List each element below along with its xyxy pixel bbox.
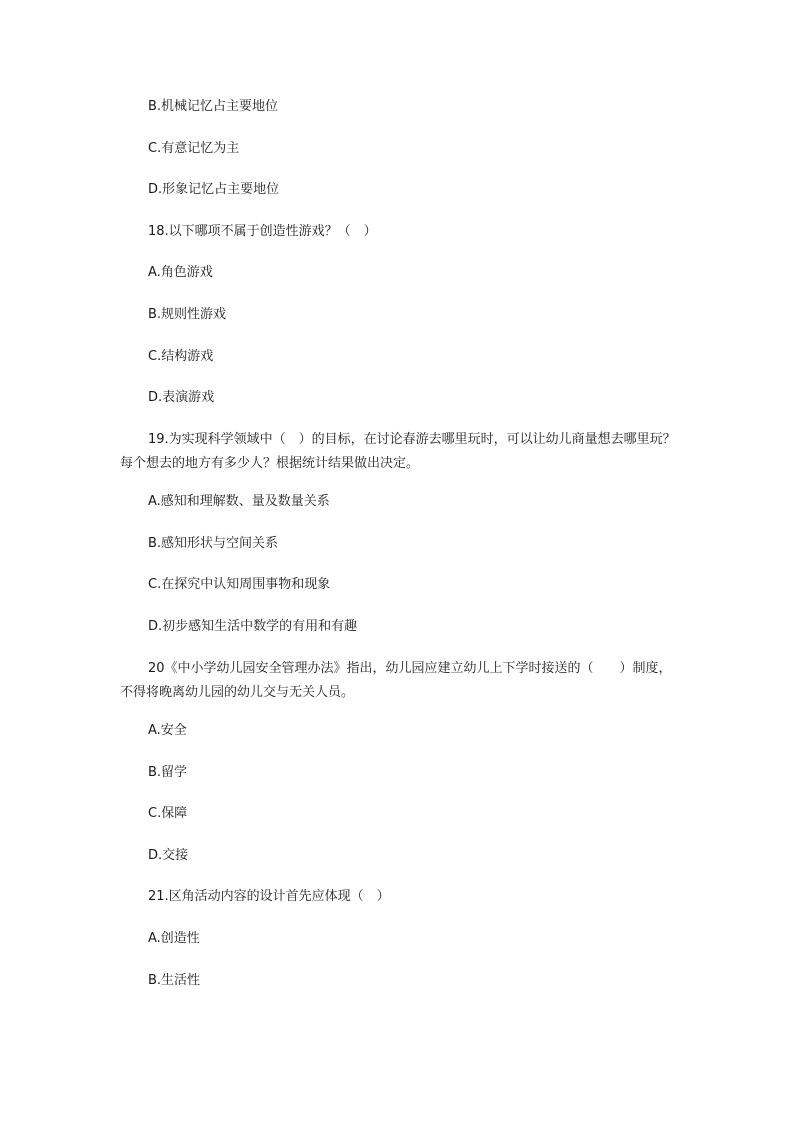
q20-option-a: A.安全 xyxy=(148,723,187,738)
q19-option-b: B.感知形状与空间关系 xyxy=(148,536,279,551)
q20-option-c: C.保障 xyxy=(148,806,188,821)
q17-option-d: D.形象记忆占主要地位 xyxy=(148,182,280,197)
q19-option-d: D.初步感知生活中数学的有用和有趣 xyxy=(148,619,358,634)
q17-option-c: C.有意记忆为主 xyxy=(148,141,240,156)
q18-option-a: A.角色游戏 xyxy=(148,265,213,280)
q19-stem: 19.为实现科学领域中（ ）的目标，在讨论春游去哪里玩时，可以让幼儿商量想去哪里玩？每个想去的地方有多少人？根据统计结果做出决定。 xyxy=(120,432,676,471)
q21-option-a: A.创造性 xyxy=(148,931,200,946)
q21-option-b: B.生活性 xyxy=(148,973,201,988)
q20-stem: 20《中小学幼儿园安全管理办法》指出，幼儿园应建立幼儿上下学时接送的（ ）制度，不得将晚离幼儿园的幼儿交与无关人员。 xyxy=(120,661,672,700)
q17-option-b: B.机械记忆占主要地位 xyxy=(148,99,279,114)
q19-option-a: A.感知和理解数、量及数量关系 xyxy=(148,494,330,509)
q21-stem: 21.区角活动内容的设计首先应体现（ ） xyxy=(148,889,390,904)
q20-option-d: D.交接 xyxy=(148,848,189,863)
q19-option-c: C.在探究中认知周围事物和现象 xyxy=(148,577,331,592)
q20-option-b: B.留学 xyxy=(148,765,188,780)
q18-option-c: C.结构游戏 xyxy=(148,349,214,364)
q18-option-d: D.表演游戏 xyxy=(148,390,215,405)
q18-option-b: B.规则性游戏 xyxy=(148,307,227,322)
q18-stem: 18.以下哪项不属于创造性游戏？（ ） xyxy=(148,224,377,239)
